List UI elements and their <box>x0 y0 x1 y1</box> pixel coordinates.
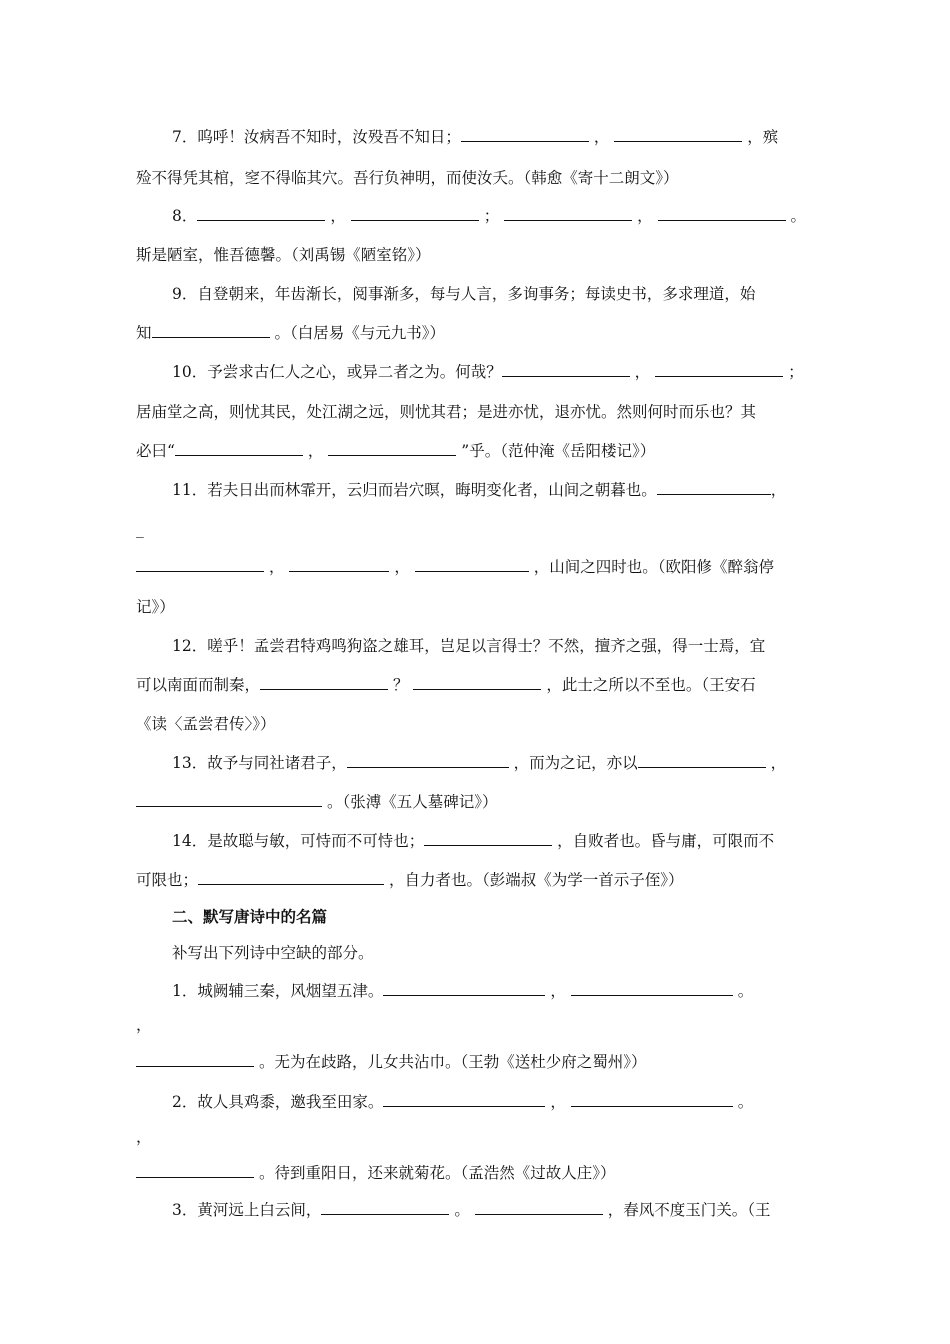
answer-blank[interactable] <box>328 441 456 456</box>
q14-line1: 14．是故聪与敏，可恃而不可恃也； ，自败者也。昏与庸，可限而不 <box>172 832 775 850</box>
answer-blank[interactable] <box>415 557 529 572</box>
answer-blank[interactable] <box>424 831 552 846</box>
answer-blank[interactable] <box>658 206 786 221</box>
answer-blank[interactable] <box>502 362 630 377</box>
answer-blank[interactable] <box>136 792 322 807</box>
q7-text: 7．呜呼！汝病吾不知时，汝殁吾不知日； <box>172 128 461 146</box>
q12-line2: 可以南面而制秦， ？ ，此士之所以不至也。（王安石 <box>136 676 756 694</box>
q14-line2: 可限也； ，自力者也。（彭端叔《为学一首示子侄》） <box>136 871 684 889</box>
answer-blank[interactable] <box>197 206 325 221</box>
q13-line1: 13．故予与同社诸君子， ，而为之记，亦以 ， <box>172 754 787 772</box>
q10-line3: 必曰“ ， ”乎。（范仲淹《岳阳楼记》） <box>136 442 656 460</box>
q9-line2: 知 。（白居易《与元九书》） <box>136 324 445 342</box>
answer-blank[interactable] <box>383 1092 545 1107</box>
q7-line2: 殓不得凭其棺，窆不得临其穴。吾行负神明，而使汝夭。（韩愈《寄十二朗文》） <box>136 169 679 187</box>
poem3-line1: 3．黄河远上白云间， 。 ，春风不度玉门关。（王 <box>172 1201 771 1219</box>
q11-line1: 11．若夫日出而林霏开，云归而岩穴暝，晦明变化者，山间之朝暮也。 ， <box>172 481 787 499</box>
q11-line2: _ <box>136 520 144 538</box>
answer-blank[interactable] <box>136 557 264 572</box>
q11-line3: ， ， ，山间之四时也。（欧阳修《醉翁停 <box>136 557 774 577</box>
answer-blank[interactable] <box>136 1052 254 1067</box>
poem2-line2: ， <box>136 1128 152 1146</box>
poem1-line2: ， <box>136 1016 152 1034</box>
q12-line1: 12．嗟乎！孟尝君特鸡鸣狗盗之雄耳，岂足以言得士？不然，擅齐之强，得一士焉，宜 <box>172 637 766 655</box>
answer-blank[interactable] <box>657 480 771 495</box>
q10-line2: 居庙堂之高，则忧其民，处江湖之远，则忧其君；是进亦忧，退亦忧。然则何时而乐也？其 <box>136 403 757 421</box>
q10-line1: 10．予尝求古仁人之心，或异二者之为。何哉？ ， ； <box>172 363 804 381</box>
answer-blank[interactable] <box>260 675 388 690</box>
answer-blank[interactable] <box>289 557 389 572</box>
q7-line1: 7．呜呼！汝病吾不知时，汝殁吾不知日； ， ，殡 <box>172 128 779 146</box>
answer-blank[interactable] <box>413 675 541 690</box>
q8-line1: 8． ， ； ， 。 <box>172 207 806 225</box>
q9-line1: 9．自登朝来，年齿渐长，阅事渐多，每与人言，多询事务；每读史书，多求理道，始 <box>172 285 756 303</box>
q8-line2: 斯是陋室，惟吾德馨。（刘禹锡《陋室铭》） <box>136 246 431 264</box>
answer-blank[interactable] <box>504 206 632 221</box>
answer-blank[interactable] <box>136 1163 254 1178</box>
section-heading: 二、默写唐诗中的名篇 <box>172 907 328 926</box>
q12-line3: 《读〈孟尝君传〉》） <box>136 715 276 733</box>
answer-blank[interactable] <box>655 362 783 377</box>
answer-blank[interactable] <box>614 127 742 142</box>
poem1-line3: 。无为在歧路，儿女共沾巾。（王勃《送杜少府之蜀州》） <box>136 1052 646 1072</box>
answer-blank[interactable] <box>351 206 479 221</box>
answer-blank[interactable] <box>461 127 589 142</box>
answer-blank[interactable] <box>638 753 766 768</box>
answer-blank[interactable] <box>198 870 384 885</box>
answer-blank[interactable] <box>571 981 733 996</box>
answer-blank[interactable] <box>175 441 303 456</box>
poem1-line1: 1．城阙辅三秦，风烟望五津。 ， 。 <box>172 982 754 1000</box>
answer-blank[interactable] <box>571 1092 733 1107</box>
answer-blank[interactable] <box>152 323 270 338</box>
q11-line4: 记》） <box>136 598 175 616</box>
answer-blank[interactable] <box>347 753 509 768</box>
q13-line2: 。（张溥《五人墓碑记》） <box>136 792 497 812</box>
answer-blank[interactable] <box>321 1200 449 1215</box>
poem2-line1: 2．故人具鸡黍，邀我至田家。 ， 。 <box>172 1093 754 1111</box>
answer-blank[interactable] <box>475 1200 603 1215</box>
poem2-line3: 。待到重阳日，还来就菊花。（孟浩然《过故人庄》） <box>136 1163 615 1183</box>
section-intro: 补写出下列诗中空缺的部分。 <box>172 944 374 962</box>
answer-blank[interactable] <box>383 981 545 996</box>
